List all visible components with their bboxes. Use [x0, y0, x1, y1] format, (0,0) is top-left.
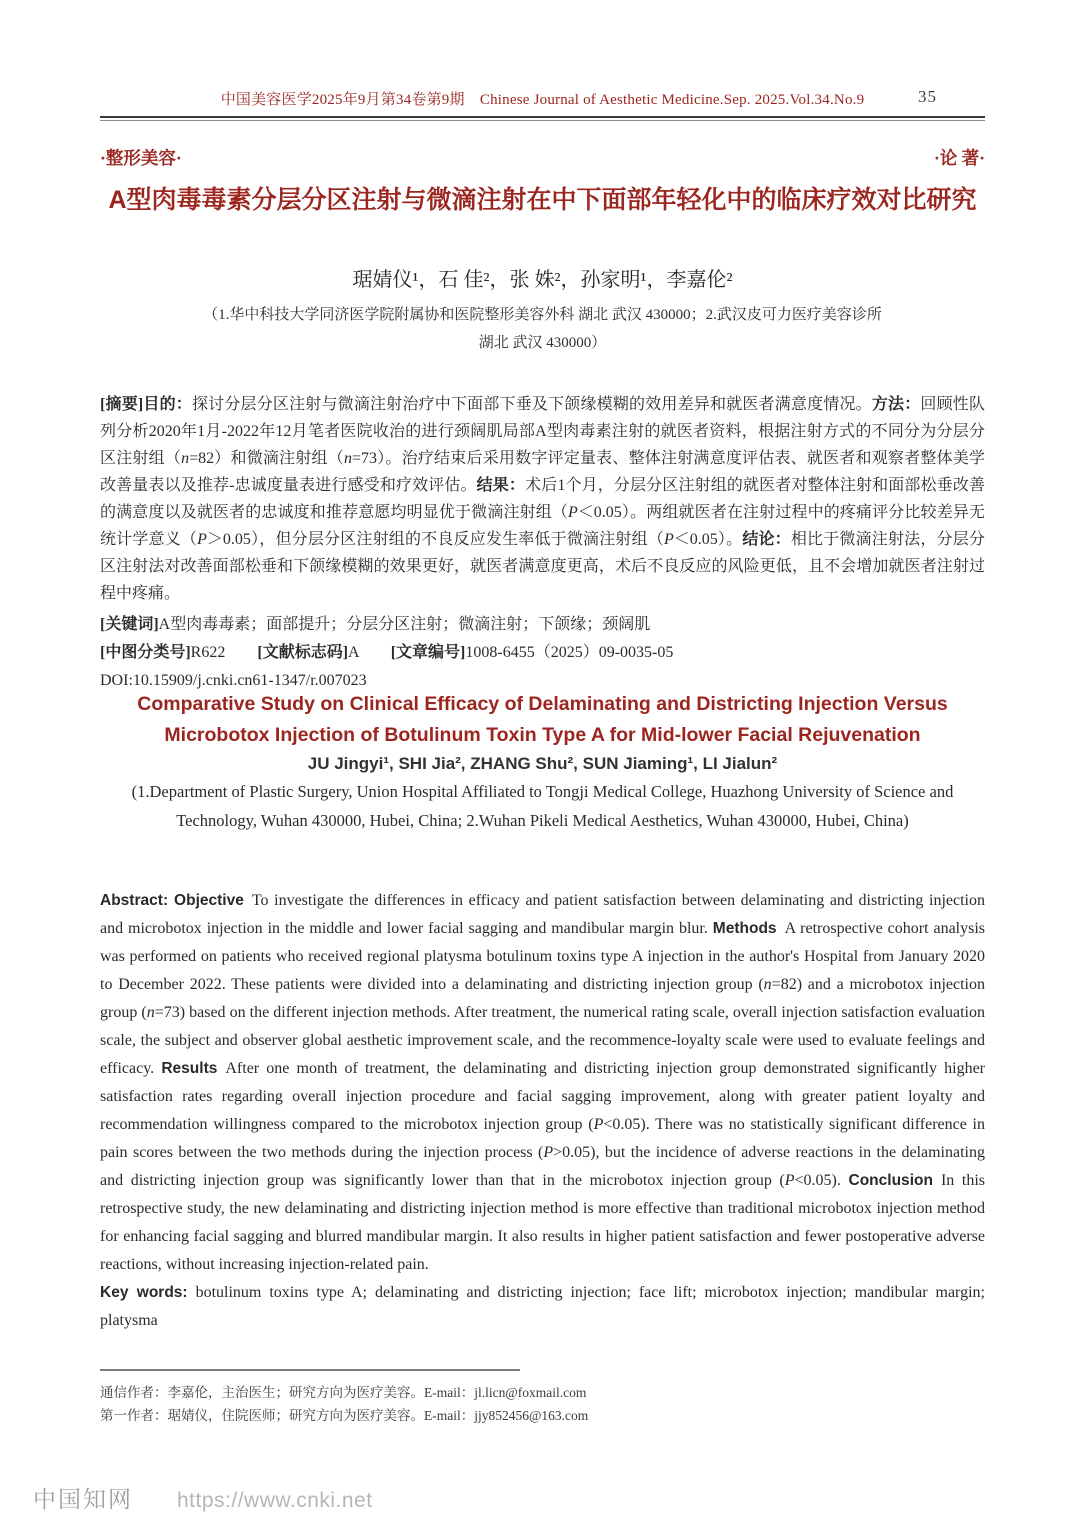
clc-line: [中图分类号]R622 [文献标志码]A [文章编号]1008-6455（2025）09-0035-05	[100, 644, 674, 661]
abstract-cn: [摘要]目的：探讨分层分区注射与微滴注射治疗中下面部下垂及下颌缘模糊的效用差异和就医者满意度情况。方法：回顾性队列分析2020年1月-2022年12月笔者医院收治的进行颈阔肌局部A型肉毒素注射的就医者资料，根据注射方式的不同分为分层分区注射组（n=82）和微滴注射组（n=73）。治疗结束后采用数字评定量表、整体注射满意度评估表、就医者和观察者整体美学改善量表以及推荐-忠诚度量表进行感受和疗效评估。结果：术后1个月，分层分区注射组的就医者对整体注射和面部松垂改善的满意度以及就医者的忠诚度和推荐意愿均明显优于微滴注射组（P＜0.05）。两组就医者在注射过程中的疼痛评分比较差异无统计学意义（P＞0.05），但分层分区注射组的不良反应发生率低于微滴注射组（P＜0.05）。结论：相比于微滴注射法，分层分区注射法对改善面部松垂和下颌缘模糊的效果更好，就医者满意度更高，术后不良反应的风险更低，且不会增加就医者注射过程中疼痛。	[100, 396, 985, 602]
article-title-cn: A型肉毒毒素分层分区注射与微滴注射在中下面部年轻化中的临床疗效对比研究	[108, 186, 977, 214]
english-heading-block	[100, 689, 985, 835]
page-header	[100, 88, 985, 109]
affiliation-cn-line2: 湖北 武汉 430000）	[478, 335, 607, 351]
authors-cn: 琚婧仪¹，石 佳²，张 姝²，孙家明¹，李嘉伦²	[352, 269, 733, 291]
corresponding-author-note: 通信作者：李嘉伦，主治医生；研究方向为医疗美容。E-mail：jl.licn@foxmail.com	[100, 1385, 587, 1400]
cnki-watermark	[33, 1481, 373, 1514]
journal-header-text: 中国美容医学2025年9月第34卷第9期 Chinese Journal of Aesthetic Medicine.Sep. 2025.Vol.34.No.9	[220, 92, 865, 108]
chinese-abstract-block	[100, 391, 985, 695]
doi-line: DOI:10.15909/j.cnki.cn61-1347/r.007023	[100, 672, 367, 689]
cnki-url: https://www.cnki.net	[177, 1489, 373, 1512]
article-title-en: Comparative Study on Clinical Efficacy of Delaminating and Districting Injection Versus Microbotox Injection of Botulinum Toxin Type A for Mid-lower Facial Rejuvenation	[137, 693, 948, 746]
affiliation-cn	[100, 301, 985, 357]
section-label-right: ·论 著·	[933, 148, 985, 168]
footnotes	[100, 1381, 985, 1427]
first-author-note: 第一作者：琚婧仪，住院医师；研究方向为医疗美容。E-mail：jjy852456@163.com	[100, 1408, 589, 1423]
keywords-cn: [关键词]A型肉毒毒素；面部提升；分层分区注射；微滴注射；下颌缘；颈阔肌	[100, 616, 651, 633]
keywords-en: Key words: botulinum toxins type A; delaminating and districting injection; face lift; microbotox injection; mandibular margin; platysma	[100, 1284, 985, 1329]
header-rule	[100, 116, 985, 121]
authors-en: JU Jingyi¹, SHI Jia², ZHANG Shu², SUN Jiaming¹, LI Jialun²	[307, 754, 778, 773]
abstract-en: Abstract: Objective To investigate the differences in efficacy and patient satisfaction between delaminating and districting injection and microbotox injection in the middle and lower facial sagging and mandibular margin blur. Methods A retrospective cohort analysis was performed on patients who received regional platysma botulinum toxins type A injection in the author's Hospital from January 2020 to December 2022. These patients were divided into a delaminating and districting injection group (n=82) and a microbotox injection group (n=73) based on the different injection methods. After treatment, the numerical rating scale, overall injection satisfaction evaluation scale, the subject and observer global aesthetic improvement scale, and the recommence-loyalty scale were used to evaluate feelings and efficacy. Results After one month of treatment, the delaminating and districting injection group demonstrated significantly higher satisfaction rates regarding overall injection procedure and facial sagging improvement, along with greater patient loyalty and recommendation willingness compared to the microbotox injection group (P<0.05). There was no statistically significant difference in pain scores between the two methods during the injection process (P>0.05), but the incidence of adverse reactions in the delaminating and districting injection group was significantly lower than that in the microbotox injection group (P<0.05). Conclusion In this retrospective study, the new delaminating and districting injection method is more effective than traditional microbotox injection method for enhancing facial sagging and blurred mandibular margin. It also results in higher patient satisfaction and fewer postoperative adverse reactions, without increasing injection-related pain.	[100, 892, 986, 1273]
cnki-logo-text: 中国知网	[33, 1486, 133, 1512]
english-abstract-block	[100, 887, 985, 1335]
section-row	[100, 145, 985, 170]
affiliation-cn-line1: （1.华中科技大学同济医学院附属协和医院整形美容外科 湖北 武汉 430000；2.武汉皮可力医疗美容诊所	[203, 307, 882, 323]
affiliation-en: (1.Department of Plastic Surgery, Union Hospital Affiliated to Tongji Medical College, Huazhong University of Science and Technology, Wuhan 430000, Hubei, China; 2.Wuhan Pikeli Medical Aesthetics, Wuhan 430000, Hubei, China)	[131, 782, 954, 830]
section-label-left: ·整形美容·	[100, 148, 182, 168]
page-number: 35	[918, 87, 937, 106]
footnote-rule	[100, 1369, 520, 1371]
